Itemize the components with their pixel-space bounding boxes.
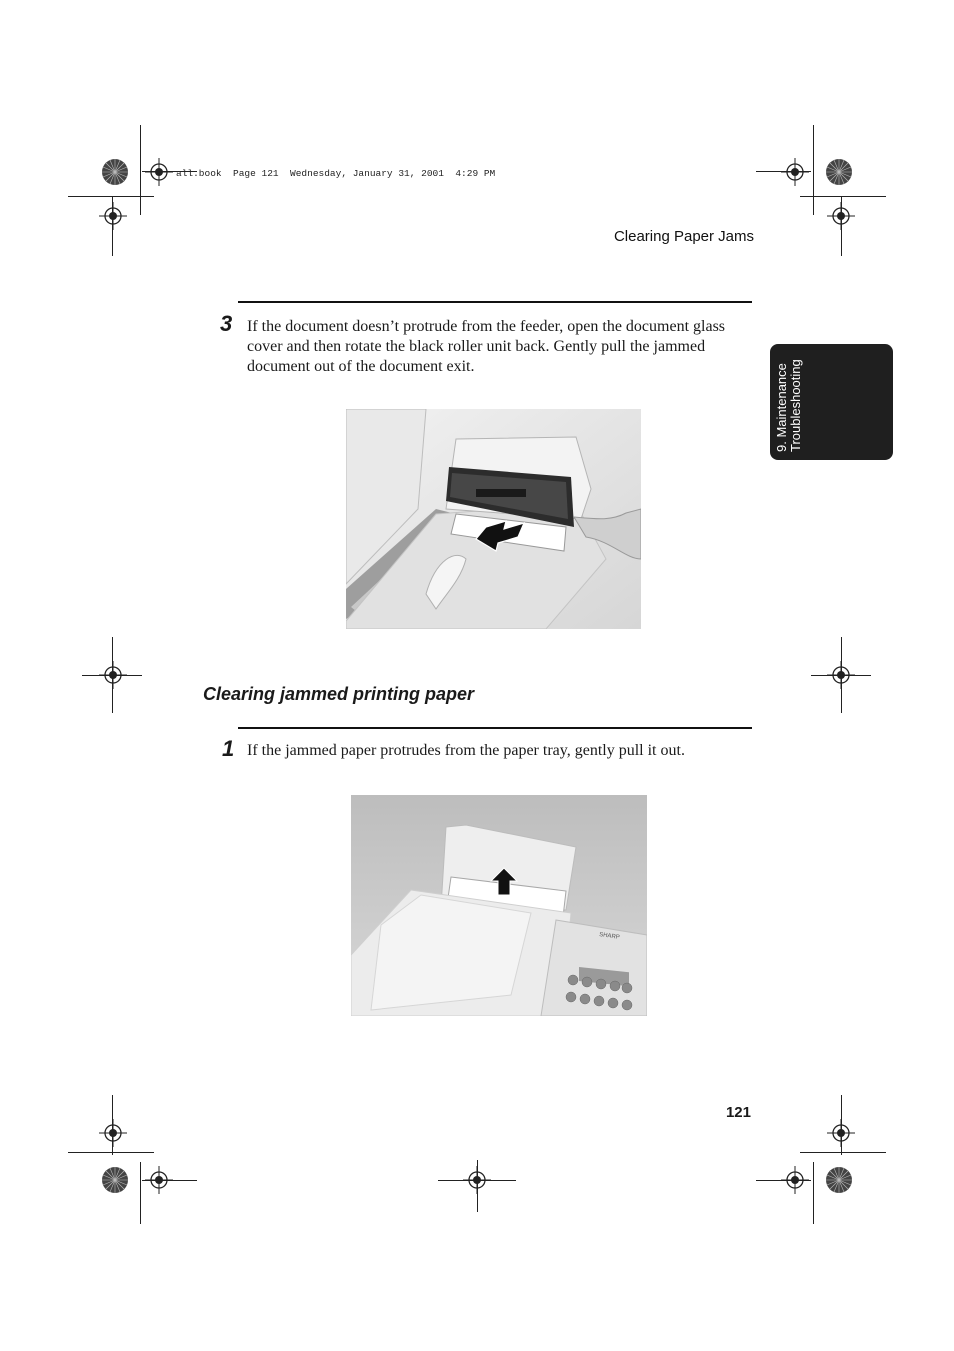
chapter-tab-line1: 9. Maintenance [774, 363, 789, 452]
crop-mark [140, 1162, 141, 1224]
page-number: 121 [725, 1104, 751, 1121]
crop-mark [841, 196, 842, 256]
crop-mark [477, 1160, 478, 1212]
paper-tray-photo [351, 795, 647, 1016]
section-title: Clearing jammed printing paper [203, 684, 475, 704]
crosshair-icon [145, 158, 173, 186]
step-divider [238, 727, 752, 729]
step-instruction: If the document doesn’t protrude from the feeder, open the document glass cover and then rotate the black roller unit back. Gently pull the jammed document out of the document exit. [247, 318, 726, 375]
chapter-tab-label [775, 342, 803, 452]
crop-mark [813, 125, 814, 215]
crosshair-icon [99, 202, 127, 230]
crop-mark [112, 196, 113, 256]
step-number: 1 [222, 736, 235, 761]
print-slug: all.book Page 121 Wednesday, January 31, 2001 4:29 PM [176, 168, 496, 179]
crop-mark [68, 196, 154, 197]
step-number: 3 [220, 311, 233, 336]
crop-mark [756, 1180, 811, 1181]
registration-starburst-icon [101, 1166, 129, 1194]
crop-mark [841, 1095, 842, 1155]
registration-starburst-icon [825, 158, 853, 186]
crop-mark [140, 125, 141, 215]
crop-mark [142, 1180, 197, 1181]
crosshair-icon [781, 158, 809, 186]
crop-mark [800, 196, 886, 197]
crop-mark [800, 1152, 886, 1153]
crop-mark [756, 171, 811, 172]
registration-starburst-icon [825, 1166, 853, 1194]
crop-mark [813, 1162, 814, 1224]
crop-mark [811, 675, 871, 676]
crop-mark [112, 1095, 113, 1155]
crop-mark [82, 675, 142, 676]
crop-mark [68, 1152, 154, 1153]
step-instruction: If the jammed paper protrudes from the paper tray, gently pull it out. [247, 742, 685, 759]
crosshair-icon [99, 1119, 127, 1147]
chapter-tab-line2: Troubleshooting [788, 359, 803, 452]
document-jam-photo [346, 409, 641, 629]
running-head: Clearing Paper Jams [613, 228, 754, 245]
registration-starburst-icon [101, 158, 129, 186]
fax-brand-logo: SHARP [598, 932, 621, 941]
step-divider [238, 301, 752, 303]
